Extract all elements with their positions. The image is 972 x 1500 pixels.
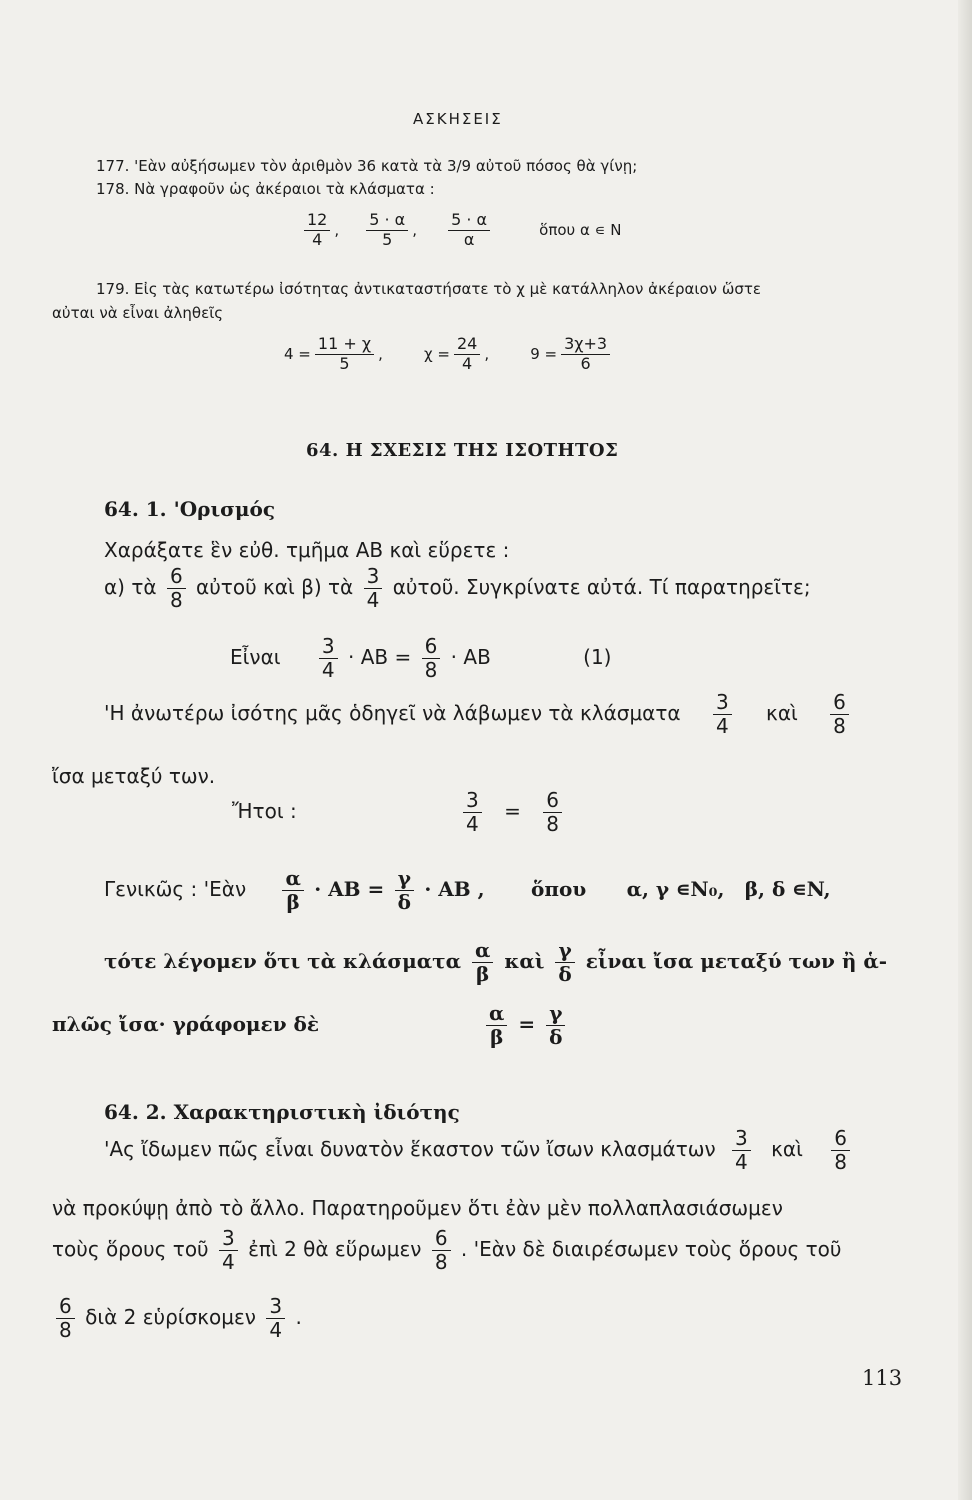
property-line-3: τοὺς ὅρους τοῦ $\frac{3}{4}$ ἐπὶ 2 θὰ εὕρωμεν $\frac{6}{8}$ . 'Εὰν δὲ διαιρέσωμεν τοὺς ὅρους τοῦ	[52, 1226, 842, 1274]
fraction: $\frac{3}{4}$	[364, 566, 383, 611]
equation-1: Εἶναι $\frac{3}{4}$ · ΑΒ = $\frac{6}{8}$ · ΑΒ (1)	[230, 634, 612, 682]
fraction: $\frac{3}{4}$	[219, 1228, 238, 1273]
fraction: $\frac{\gamma}{\delta}$	[395, 868, 414, 913]
exercise-178: 178. Νὰ γραφοῦν ὡς ἀκέραιοι τὰ κλάσματα :	[96, 180, 435, 198]
fraction: $\frac{6}{8}$	[432, 1228, 451, 1273]
definition-intro: Χαράξατε ἓν εὐθ. τμῆμα ΑΒ καὶ εὕρετε :	[104, 538, 510, 562]
general-statement: Γενικῶς : 'Εὰν $\frac{\alpha}{\beta}$ · ΑΒ = $\frac{\gamma}{\delta}$ · ΑΒ , ὅπου α, γ ∊N₀, β, δ ∊N,	[104, 866, 831, 914]
exercise-178-fractions: $\frac{12}{4}$ , $\frac{5 \cdot \alpha}{5}$ , $\frac{5 \cdot \alpha}{\alpha}$ ὅπου α ∊ N	[300, 212, 621, 249]
property-line-4: $\frac{6}{8}$ διὰ 2 εὑρίσκομεν $\frac{3}{4}$ .	[52, 1296, 302, 1341]
fraction: $\frac{12}{4}$	[304, 212, 330, 249]
exercise-179-line2: αὐται νὰ εἶναι ἀληθεῖς	[52, 304, 224, 322]
page-number: 113	[862, 1366, 903, 1390]
tote-statement: τότε λέγομεν ὅτι τὰ κλάσματα $\frac{\alpha}{\beta}$ καὶ $\frac{\gamma}{\delta}$ εἶναι ἴσα μεταξύ των ἢ ἁ-	[104, 938, 888, 986]
exercise-177: 177. 'Εὰν αὐξήσωμεν τὸν ἀριθμὸν 36 κατὰ τὰ 3/9 αὐτοῦ πόσος θὰ γίνῃ;	[96, 157, 638, 175]
fraction: $\frac{3}{4}$	[319, 636, 338, 681]
fraction: $\frac{\gamma}{\delta}$	[546, 1003, 565, 1048]
fraction: $\frac{3}{4}$	[266, 1296, 285, 1341]
fraction: $\frac{24}{4}$	[454, 336, 480, 373]
property-line-1: 'Ας ἴδωμεν πῶς εἶναι δυνατὸν ἕκαστον τῶν ἴσων κλασμάτων $\frac{3}{4}$ καὶ $\frac{6}{8}$	[104, 1128, 854, 1173]
exercise-179-equations: 4 = $\frac{11 + \chi}{5}$ , χ = $\frac{24}{4}$ , 9 = $\frac{3\chi+3}{6}$	[284, 336, 614, 373]
fraction: $\frac{\gamma}{\delta}$	[555, 940, 574, 985]
equation-label: (1)	[583, 645, 612, 669]
definition-question: α) τὰ $\frac{6}{8}$ αὐτοῦ καὶ β) τὰ $\frac{3}{4}$ αὐτοῦ. Συγκρίνατε αὐτά. Τί παρατηρεῖτε;	[104, 564, 811, 612]
plos-statement: πλῶς ἴσα· γράφομεν δὲ $\frac{\alpha}{\beta}$ = $\frac{\gamma}{\delta}$	[52, 1003, 569, 1048]
fraction: $\frac{6}{8}$	[167, 566, 186, 611]
fraction: $\frac{6}{8}$	[56, 1296, 75, 1341]
fraction: $\frac{6}{8}$	[830, 692, 849, 737]
condition: ὅπου α ∊ N	[539, 220, 622, 239]
section-title: 64. Η ΣΧΕΣΙΣ ΤΗΣ ΙΣΟΤΗΤΟΣ	[306, 440, 619, 461]
fraction: $\frac{5 \cdot \alpha}{5}$	[366, 212, 408, 249]
subsection-title-property: 64. 2. Χαρακτηριστικὴ ἰδιότης	[104, 1100, 460, 1124]
page-edge-shadow	[958, 0, 972, 1500]
fraction: $\frac{6}{8}$	[543, 790, 562, 835]
lead-continuation: ἴσα μεταξύ των.	[52, 764, 216, 788]
fraction: $\frac{3\chi+3}{6}$	[561, 336, 610, 373]
fraction: $\frac{3}{4}$	[463, 790, 482, 835]
htoi-equation: Ἤτοι : $\frac{3}{4}$ = $\frac{6}{8}$	[232, 790, 566, 835]
fraction: $\frac{6}{8}$	[422, 636, 441, 681]
fraction: $\frac{\alpha}{\beta}$	[472, 940, 493, 985]
fraction: $\frac{11 + \chi}{5}$	[315, 336, 374, 373]
fraction: $\frac{6}{8}$	[831, 1128, 850, 1173]
fraction: $\frac{3}{4}$	[713, 692, 732, 737]
exercise-179-line1: 179. Εἰς τὰς κατωτέρω ἰσότητας ἀντικαταστήσατε τὸ χ μὲ κατάλληλον ἀκέραιον ὥστε	[96, 280, 762, 298]
fraction: $\frac{3}{4}$	[732, 1128, 751, 1173]
fraction: $\frac{\alpha}{\beta}$	[486, 1003, 507, 1048]
subsection-title-definition: 64. 1. 'Ορισμός	[104, 497, 276, 521]
property-line-2: νὰ προκύψῃ ἀπὸ τὸ ἄλλο. Παρατηροῦμεν ὅτι ἐὰν μὲν πολλαπλασιάσωμεν	[52, 1196, 783, 1220]
fraction: $\frac{\alpha}{\beta}$	[282, 868, 303, 913]
page-header-title: ΑΣΚΗΣΕΙΣ	[413, 110, 503, 128]
fraction: $\frac{5 \cdot \alpha}{\alpha}$	[448, 212, 490, 249]
lead-sentence: 'Η ἀνωτέρω ἰσότης μᾶς ὁδηγεῖ νὰ λάβωμεν τὰ κλάσματα $\frac{3}{4}$ καὶ $\frac{6}{8}$	[104, 692, 853, 737]
